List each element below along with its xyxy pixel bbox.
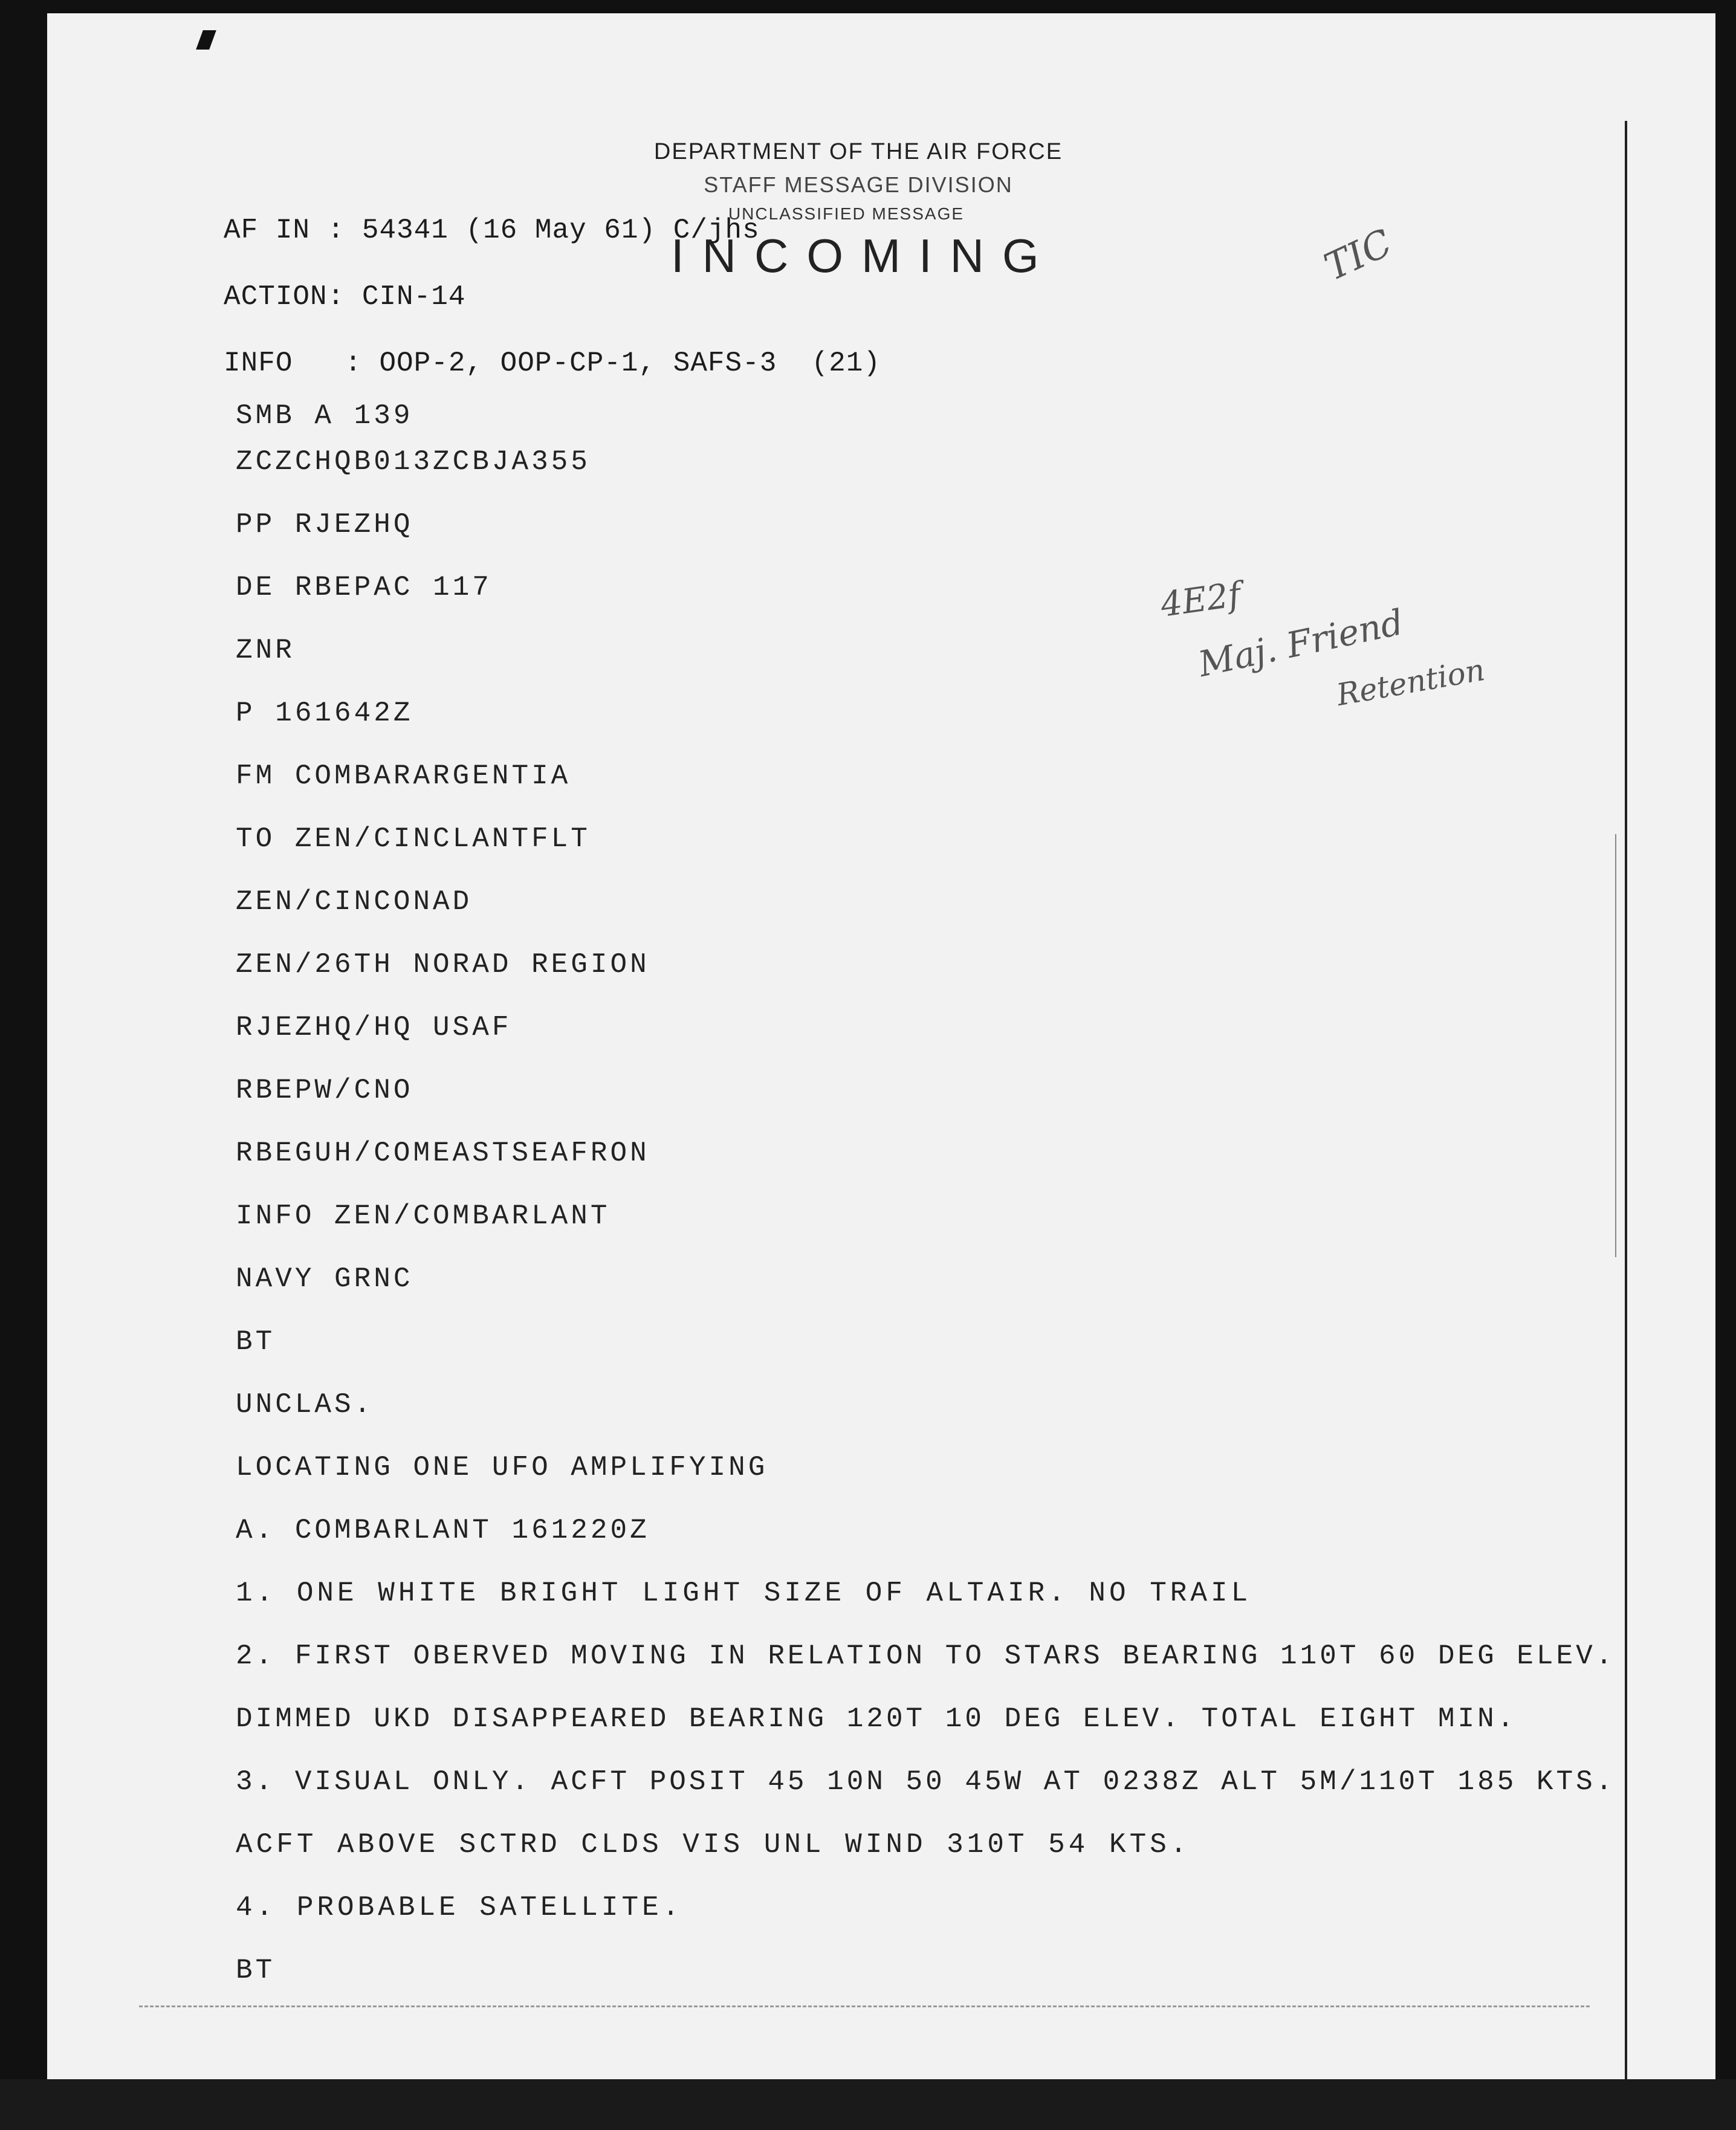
division-heading: STAFF MESSAGE DIVISION bbox=[704, 172, 1013, 197]
message-line: DE RBEPAC 117 bbox=[236, 572, 492, 603]
message-line: ACFT ABOVE SCTRD CLDS VIS UNL WIND 310T 54 KTS. bbox=[236, 1829, 1191, 1860]
message-line: DIMMED UKD DISAPPEARED BEARING 120T 10 DEG ELEV. TOTAL EIGHT MIN. bbox=[236, 1703, 1517, 1735]
message-line: ZEN/CINCONAD bbox=[236, 886, 473, 918]
handwritten-note-retention: Retention bbox=[1333, 652, 1488, 713]
message-line: BT bbox=[236, 1326, 276, 1358]
message-line: NAVY GRNC bbox=[236, 1263, 413, 1295]
info-line: INFO : OOP-2, OOP-CP-1, SAFS-3 (21) bbox=[224, 348, 881, 379]
af-in-line: AF IN : 54341 (16 May 61) C/jhs bbox=[224, 215, 760, 246]
message-line: INFO ZEN/COMBARLANT bbox=[236, 1200, 611, 1232]
handwritten-note-name: Maj. Friend bbox=[1194, 601, 1407, 685]
classification-heading: UNCLASSIFIED MESSAGE bbox=[728, 204, 965, 223]
bottom-dashed-line bbox=[139, 2005, 1590, 2007]
message-line: 2. FIRST OBERVED MOVING IN RELATION TO STARS BEARING 110T 60 DEG ELEV. bbox=[236, 1640, 1616, 1672]
message-line: LOCATING ONE UFO AMPLIFYING bbox=[236, 1452, 768, 1483]
right-margin-shadow bbox=[1615, 834, 1616, 1257]
message-line: 1. ONE WHITE BRIGHT LIGHT SIZE OF ALTAIR. NO TRAIL bbox=[236, 1578, 1252, 1609]
message-line: A. COMBARLANT 161220Z bbox=[236, 1515, 650, 1546]
handwritten-note-code: 4E2f bbox=[1158, 575, 1243, 625]
message-line: UNCLAS. bbox=[236, 1389, 374, 1420]
right-margin-rule bbox=[1625, 121, 1627, 2103]
message-line: TO ZEN/CINCLANTFLT bbox=[236, 823, 591, 855]
message-line: RJEZHQ/HQ USAF bbox=[236, 1012, 512, 1043]
incoming-title: INCOMING bbox=[671, 229, 1057, 282]
action-line: ACTION: CIN-14 bbox=[224, 281, 466, 312]
message-line: ZNR bbox=[236, 635, 295, 666]
bottom-border bbox=[0, 2079, 1736, 2130]
message-line: SMB A 139 bbox=[236, 400, 413, 432]
message-line: 4. PROBABLE SATELLITE. bbox=[236, 1892, 683, 1923]
message-line: P 161642Z bbox=[236, 698, 413, 729]
message-line: ZCZCHQB013ZCBJA355 bbox=[236, 446, 591, 477]
message-line: FM COMBARARGENTIA bbox=[236, 760, 571, 792]
department-heading: DEPARTMENT OF THE AIR FORCE bbox=[653, 139, 1063, 164]
message-line: RBEPW/CNO bbox=[236, 1075, 413, 1106]
message-line: ZEN/26TH NORAD REGION bbox=[236, 949, 650, 980]
handwritten-tic: TIC bbox=[1317, 220, 1399, 290]
message-line: 3. VISUAL ONLY. ACFT POSIT 45 10N 50 45W AT 0238Z ALT 5M/110T 185 KTS. bbox=[236, 1766, 1616, 1798]
message-line: PP RJEZHQ bbox=[236, 509, 413, 540]
message-line: BT bbox=[236, 1955, 276, 1986]
message-line: RBEGUH/COMEASTSEAFRON bbox=[236, 1138, 650, 1169]
